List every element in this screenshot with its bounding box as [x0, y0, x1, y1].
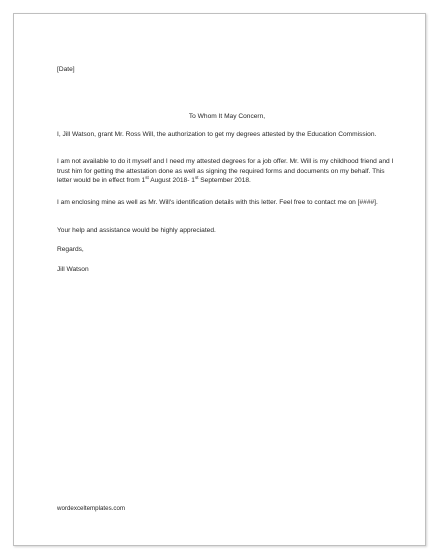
paragraph-2-end: September 2018.: [198, 177, 251, 185]
ordinal-suffix-1: st: [145, 175, 149, 180]
letter-paragraph-4: Your help and assistance would be highly appreciated.: [57, 227, 216, 234]
letter-salutation: To Whom It May Concern,: [188, 113, 266, 120]
letter-paragraph-3: I am enclosing mine as well as Mr. Will's identification details with this letter. Feel free to contact me on [####].: [57, 199, 378, 206]
letter-signature: Jill Watson: [57, 266, 89, 273]
letter-page: [13, 13, 426, 546]
paragraph-2-main: I am not available to do it myself and I need my attested degrees for a job offer. Mr. Will is my childhood friend and I trust him for getting the attestation done as well as signing the required forms and documents on my behalf. This letter would be in effect from 1: [57, 158, 394, 185]
letter-paragraph-2: [57, 157, 397, 186]
ordinal-suffix-2: st: [194, 175, 199, 180]
paragraph-2-middle: August 2018- 1: [148, 177, 195, 185]
letter-date: [Date]: [57, 66, 75, 73]
letter-paragraph-1: I, Jill Watson, grant Mr. Ross Will, the authorization to get my degrees attested by the Education Commission.: [57, 131, 377, 138]
footer-site-name: wordexceltemplates.com: [57, 505, 126, 512]
letter-closing: Regards,: [57, 246, 84, 253]
